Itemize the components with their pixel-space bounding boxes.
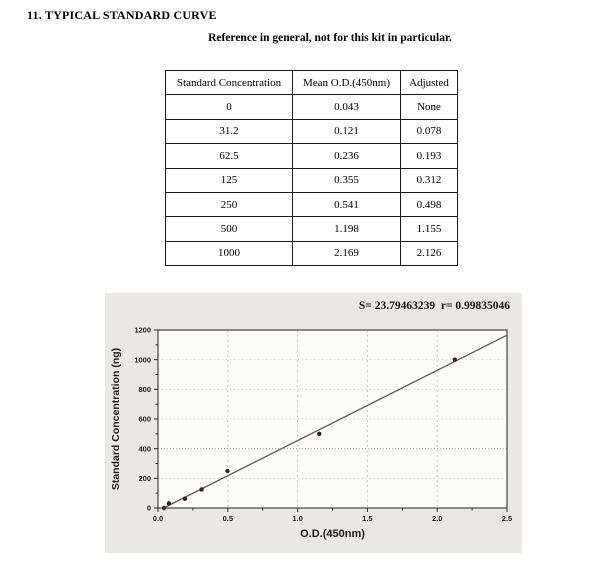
section-heading: 11. TYPICAL STANDARD CURVE bbox=[27, 8, 217, 22]
x-tick-label: 0.5 bbox=[222, 514, 234, 523]
table-cell: 0.541 bbox=[293, 192, 401, 216]
standards-table-body bbox=[166, 95, 458, 266]
x-tick-label: 2.0 bbox=[431, 514, 443, 523]
table-row bbox=[166, 95, 458, 119]
y-axis-label: Standard Concentration (ng) bbox=[110, 347, 122, 491]
y-tick-label: 0 bbox=[146, 503, 151, 513]
table-cell: 125 bbox=[166, 168, 293, 192]
table-cell: 0.078 bbox=[401, 119, 458, 143]
table-cell: 0.355 bbox=[293, 168, 401, 192]
table-cell: 250 bbox=[166, 192, 293, 216]
table-cell: 1.155 bbox=[401, 217, 458, 241]
y-tick-label: 200 bbox=[138, 473, 151, 483]
standard-curve-figure bbox=[105, 293, 522, 553]
x-tick-label: 2.5 bbox=[501, 514, 513, 523]
table-row bbox=[166, 168, 458, 192]
table-cell: 0 bbox=[166, 95, 293, 119]
reference-note: Reference in general, not for this kit in particular. bbox=[208, 32, 452, 44]
data-point bbox=[167, 501, 171, 505]
y-tick-label: 600 bbox=[138, 414, 151, 424]
table-cell: None bbox=[401, 95, 458, 119]
table-cell: 0.121 bbox=[293, 119, 401, 143]
table-cell: 0.312 bbox=[401, 168, 458, 192]
column-header: Mean O.D.(450nm) bbox=[293, 71, 401, 95]
column-header: Standard Concentration bbox=[166, 71, 293, 95]
table-row bbox=[166, 119, 458, 143]
table-cell: 500 bbox=[166, 217, 293, 241]
data-point bbox=[183, 497, 187, 501]
table-cell: 62.5 bbox=[166, 144, 293, 168]
y-tick-label: 1000 bbox=[134, 355, 151, 365]
y-tick-label: 800 bbox=[138, 384, 151, 394]
table-row bbox=[166, 192, 458, 216]
x-axis-label: O.D.(450nm) bbox=[300, 528, 365, 540]
table-row bbox=[166, 217, 458, 241]
table-header-row bbox=[166, 71, 458, 95]
table-cell: 31.2 bbox=[166, 119, 293, 143]
x-tick-label: 0.0 bbox=[152, 514, 164, 523]
table-cell: 2.169 bbox=[293, 241, 401, 265]
x-tick-label: 1.0 bbox=[292, 514, 303, 523]
data-point bbox=[199, 487, 203, 491]
table-cell: 1.198 bbox=[293, 217, 401, 241]
table-row bbox=[166, 241, 458, 265]
standards-table-header bbox=[166, 71, 458, 95]
column-header: Adjusted bbox=[401, 71, 458, 95]
table-cell: 2.126 bbox=[401, 241, 458, 265]
table-cell: 0.043 bbox=[293, 95, 401, 119]
table-cell: 1000 bbox=[166, 241, 293, 265]
table-cell: 0.236 bbox=[293, 144, 401, 168]
data-point bbox=[225, 469, 229, 473]
y-tick-label: 400 bbox=[138, 444, 151, 454]
table-row bbox=[166, 144, 458, 168]
x-tick-label: 1.5 bbox=[362, 514, 373, 523]
standard-curve-chart bbox=[105, 293, 522, 553]
standards-table bbox=[165, 70, 458, 266]
fit-statistics: S= 23.79463239 r= 0.99835046 bbox=[358, 300, 510, 312]
table-cell: 0.193 bbox=[401, 144, 458, 168]
table-cell: 0.498 bbox=[401, 192, 458, 216]
y-tick-label: 1200 bbox=[134, 325, 151, 335]
data-point bbox=[453, 357, 457, 361]
data-point bbox=[317, 432, 321, 436]
